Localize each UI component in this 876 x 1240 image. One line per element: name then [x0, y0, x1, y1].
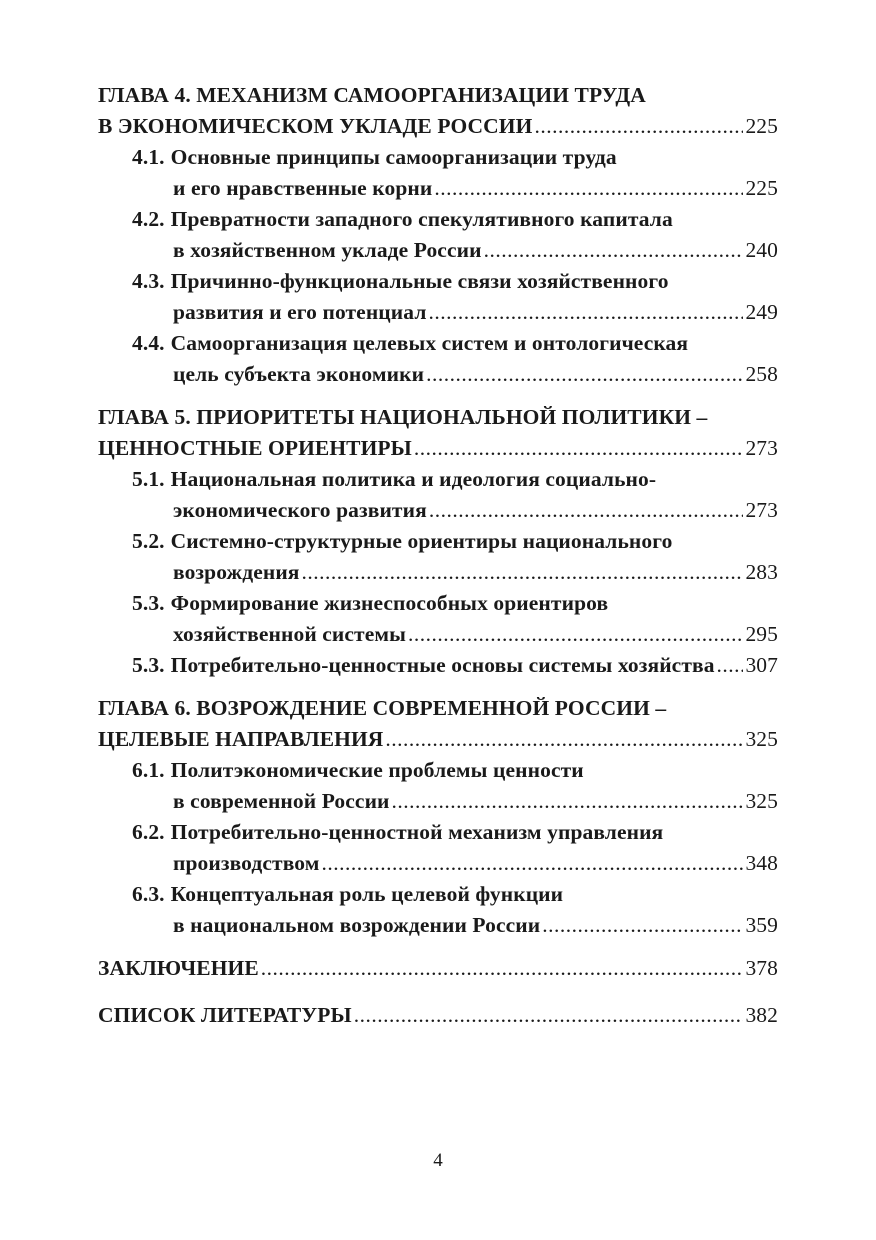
chapter-title-line: [98, 433, 778, 464]
section-title: Превратности западного спекулятивного капитала: [170, 207, 673, 231]
page-ref: 359: [745, 913, 778, 937]
toc-section: [98, 266, 778, 328]
section-title: Системно-структурные ориентиры национального: [170, 529, 673, 553]
section-number: 6.1.: [132, 758, 165, 782]
section-title: цель субъекта экономики: [173, 362, 425, 386]
section-number: 4.1.: [132, 145, 165, 169]
section-number: 4.3.: [132, 269, 165, 293]
section-title: экономического развития: [173, 498, 427, 522]
chapter-4: [98, 80, 778, 390]
chapter-title-line: [98, 724, 778, 755]
chapter-title: ГЛАВА 5. ПРИОРИТЕТЫ НАЦИОНАЛЬНОЙ ПОЛИТИКИ –: [98, 405, 708, 429]
toc-section: [98, 650, 778, 681]
leader-dots: [717, 650, 744, 681]
chapter-title: ГЛАВА 4. МЕХАНИЗМ САМООРГАНИЗАЦИИ ТРУДА: [98, 83, 646, 107]
section-number: 5.3.: [132, 591, 165, 615]
toc-section: [98, 328, 778, 390]
section-title: Причинно-функциональные связи хозяйственного: [170, 269, 669, 293]
leader-dots: [392, 786, 744, 817]
leader-dots: [534, 111, 743, 142]
section-number: 4.4.: [132, 331, 165, 355]
table-of-contents: [98, 80, 778, 1047]
section-title: в хозяйственном укладе России: [173, 238, 482, 262]
leader-dots: [542, 910, 743, 941]
section-title: Основные принципы самоорганизации труда: [170, 145, 617, 169]
page-ref: 283: [745, 560, 778, 584]
chapter-title: ГЛАВА 6. ВОЗРОЖДЕНИЕ СОВРЕМЕННОЙ РОССИИ –: [98, 696, 667, 720]
toc-section: [98, 588, 778, 650]
chapter-6: [98, 693, 778, 941]
section-number: 4.2.: [132, 207, 165, 231]
page-ref: 249: [745, 300, 778, 324]
section-title: развития и его потенциал: [173, 300, 427, 324]
section-number: 5.1.: [132, 467, 165, 491]
leader-dots: [428, 297, 743, 328]
page-ref: 382: [745, 1003, 778, 1027]
toc-section: [98, 817, 778, 879]
page-ref: 258: [745, 362, 778, 386]
page-ref: 295: [745, 622, 778, 646]
leader-dots: [261, 953, 744, 984]
page-number: 4: [433, 1150, 443, 1171]
leader-dots: [426, 359, 743, 390]
leader-dots: [385, 724, 743, 755]
chapter-title-line: [98, 111, 778, 142]
chapter-title-line: [98, 80, 778, 111]
section-number: 5.2.: [132, 529, 165, 553]
toc-section: [98, 142, 778, 204]
page-ref: 307: [745, 653, 778, 677]
section-title: возрождения: [173, 560, 300, 584]
chapter-5: [98, 402, 778, 681]
page-ref: 325: [745, 727, 778, 751]
toc-section: [98, 755, 778, 817]
section-title: производством: [173, 851, 320, 875]
leader-dots: [408, 619, 743, 650]
section-title: Национальная политика и идеология социально-: [170, 467, 657, 491]
toc-conclusion: [98, 953, 778, 984]
page-ref: 325: [745, 789, 778, 813]
leader-dots: [414, 433, 744, 464]
section-title: Концептуальная роль целевой функции: [170, 882, 564, 906]
chapter-title: В ЭКОНОМИЧЕСКОМ УКЛАДЕ РОССИИ: [98, 114, 533, 138]
page-ref: 273: [745, 498, 778, 522]
section-title: и его нравственные корни: [173, 176, 433, 200]
toc-section: [98, 879, 778, 941]
leader-dots: [484, 235, 744, 266]
chapter-title: ЦЕННОСТНЫЕ ОРИЕНТИРЫ: [98, 436, 412, 460]
leader-dots: [434, 173, 743, 204]
section-title: Формирование жизнеспособных ориентиров: [170, 591, 609, 615]
section-title: в национальном возрождении России: [173, 913, 541, 937]
leader-dots: [354, 1000, 744, 1031]
toc-section: [98, 204, 778, 266]
leader-dots: [302, 557, 744, 588]
section-title: Потребительно-ценностной механизм управления: [170, 820, 664, 844]
bibliography-title: СПИСОК ЛИТЕРАТУРЫ: [98, 1003, 352, 1027]
chapter-title-line: [98, 402, 778, 433]
toc-bibliography: [98, 1000, 778, 1031]
page-ref: 240: [745, 238, 778, 262]
toc-section: [98, 464, 778, 526]
page-ref: 225: [745, 176, 778, 200]
leader-dots: [429, 495, 744, 526]
chapter-title-line: [98, 693, 778, 724]
section-title: Политэкономические проблемы ценности: [170, 758, 584, 782]
toc-section: [98, 526, 778, 588]
section-title: в современной России: [173, 789, 390, 813]
section-number: 5.3.: [132, 653, 165, 677]
leader-dots: [321, 848, 743, 879]
section-title: Потребительно-ценностные основы системы хозяйства: [170, 653, 715, 677]
section-number: 6.2.: [132, 820, 165, 844]
conclusion-title: ЗАКЛЮЧЕНИЕ: [98, 956, 259, 980]
section-title: хозяйственной системы: [173, 622, 406, 646]
page-ref: 225: [745, 114, 778, 138]
section-number: 6.3.: [132, 882, 165, 906]
page-ref: 348: [745, 851, 778, 875]
page-ref: 273: [745, 436, 778, 460]
page-ref: 378: [745, 956, 778, 980]
section-title: Самоорганизация целевых систем и онтологическая: [170, 331, 689, 355]
chapter-title: ЦЕЛЕВЫЕ НАПРАВЛЕНИЯ: [98, 727, 384, 751]
